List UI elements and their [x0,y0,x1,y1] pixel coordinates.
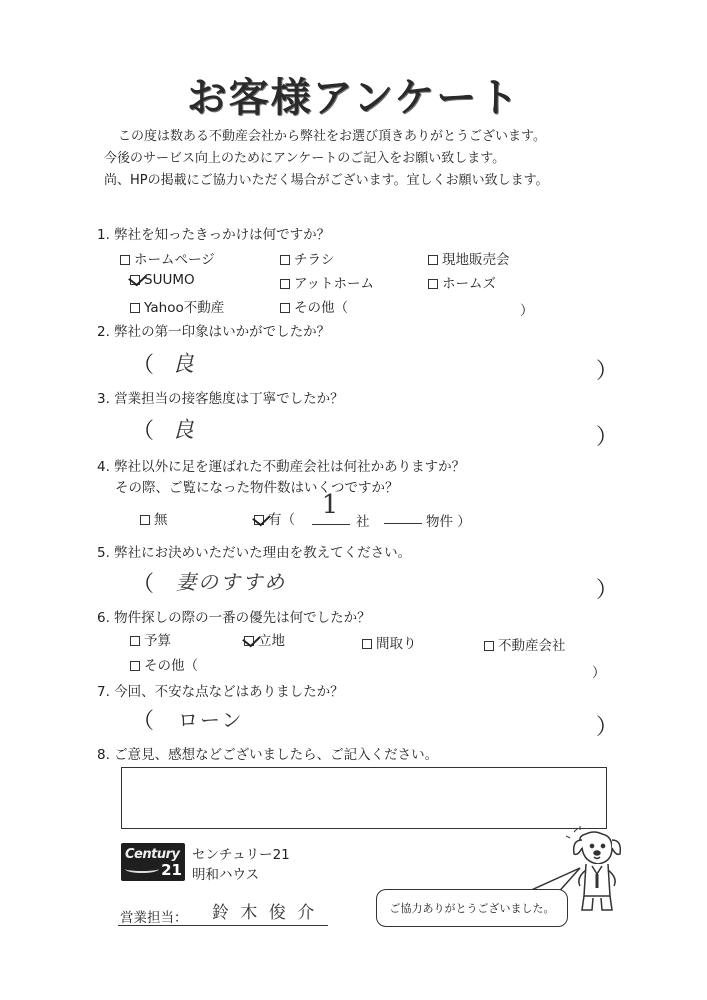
question-4-line-1: 4. 弊社以外に足を運ばれた不動産会社は何社かありますか？ [97,459,466,475]
company-name: センチュリー21 [192,847,290,863]
q1-option-suumo[interactable]: SUUMO [130,272,195,288]
q6-option-budget[interactable]: 予算 [130,629,171,649]
q4-option-yes[interactable]: 有（ [254,508,295,528]
staff-underline [118,925,328,926]
intro-line-3: 尚、HPの掲載にご協力いただく場合がございます。宜しくお願い致します。 [104,173,549,188]
question-5: 5. 弊社にお決めいただいた理由を教えてください。 [97,545,412,561]
q7-paren-close: ） [596,715,619,740]
q1-option-flyer[interactable]: チラシ [280,248,335,268]
q1-option-homes[interactable]: ホームズ [428,272,496,292]
question-8: 8. ご意見、感想などございましたら、ご記入ください。 [97,747,439,763]
checkbox[interactable] [428,255,438,265]
thanks-text: ご協力ありがとうございました。 [389,902,555,915]
comment-textarea[interactable] [121,767,607,829]
checkbox[interactable] [120,255,130,265]
q1-other-close: ） [520,303,534,319]
checkbox-checked[interactable] [130,275,140,285]
q6-option-agency[interactable]: 不動産会社 [484,634,566,654]
q1-option-other[interactable]: その他（ [280,296,348,316]
century21-logo [121,843,185,881]
question-1: 1. 弊社を知ったきっかけは何ですか？ [97,227,331,243]
checkbox[interactable] [130,303,140,313]
thanks-bubble [376,889,568,927]
question-2: 2. 弊社の第一印象はいかがでしたか？ [97,324,331,340]
q6-option-other[interactable]: その他（ [130,654,198,674]
checkbox[interactable] [140,515,150,525]
question-3: 3. 営業担当の接客態度は丁寧でしたか？ [97,391,344,407]
checkbox[interactable] [280,255,290,265]
intro-text [104,126,664,192]
intro-line-2: 今後のサービス向上のためにアンケートのご記入をお願い致します。 [104,151,506,166]
q3-answer[interactable]: 良 [172,418,197,443]
q5-paren-open: （ [132,572,155,597]
q3-paren-close: ） [596,425,619,450]
q4-property-unit: 物件 ） [426,514,471,530]
q4-property-count-field[interactable] [384,508,422,524]
q4-company-count-field[interactable] [312,490,350,525]
q4-company-count: 1 [321,490,341,520]
q5-paren-close: ） [596,578,619,603]
q1-option-open-house[interactable]: 現地販売会 [428,248,510,268]
q1-option-yahoo[interactable]: Yahoo不動産 [130,296,224,316]
q2-answer[interactable]: 良 [172,352,197,377]
q4-company-unit: 社 [356,514,370,530]
checkbox[interactable] [280,303,290,313]
q6-option-location[interactable]: 立地 [244,629,285,649]
company-branch: 明和ハウス [192,867,260,883]
question-4-line-2: その際、ご覧になった物件数はいくつですか？ [115,480,399,496]
q4-option-none[interactable]: 無 [140,508,168,528]
staff-name[interactable]: 鈴 木 俊 介 [212,903,318,923]
checkbox[interactable] [428,279,438,289]
checkbox-checked[interactable] [244,636,254,646]
dog-mascot-icon [566,826,630,916]
staff-label: 営業担当： [120,910,188,926]
q2-paren-close: ） [596,359,619,384]
page-title: お客様アンケート [186,75,521,121]
q6-other-close: ） [592,665,606,681]
q1-option-athome[interactable]: アットホーム [280,272,374,292]
q6-option-floorplan[interactable]: 間取り [362,632,417,652]
checkbox[interactable] [484,641,494,651]
q3-paren-open: （ [132,419,155,444]
question-7: 7. 今回、不安な点などはありましたか？ [97,684,344,700]
q5-answer[interactable]: 妻のすすめ [176,570,287,594]
question-6: 6. 物件探しの際の一番の優先は何でしたか？ [97,610,371,626]
q7-answer[interactable]: ローン [178,708,244,732]
checkbox[interactable] [130,661,140,671]
checkbox[interactable] [280,279,290,289]
q7-paren-open: （ [132,709,155,734]
logo-number: 21 [161,861,182,879]
q2-paren-open: （ [132,353,155,378]
checkbox-checked[interactable] [254,515,264,525]
q1-option-homepage[interactable]: ホームページ [120,248,215,268]
checkbox[interactable] [362,639,372,649]
company-info [192,845,290,885]
intro-line-1: この度は数ある不動産会社から弊社をお選び頂きありがとうございます。 [118,129,546,144]
logo-word: Century [125,847,180,862]
logo-swoosh [125,865,159,873]
checkbox[interactable] [130,636,140,646]
